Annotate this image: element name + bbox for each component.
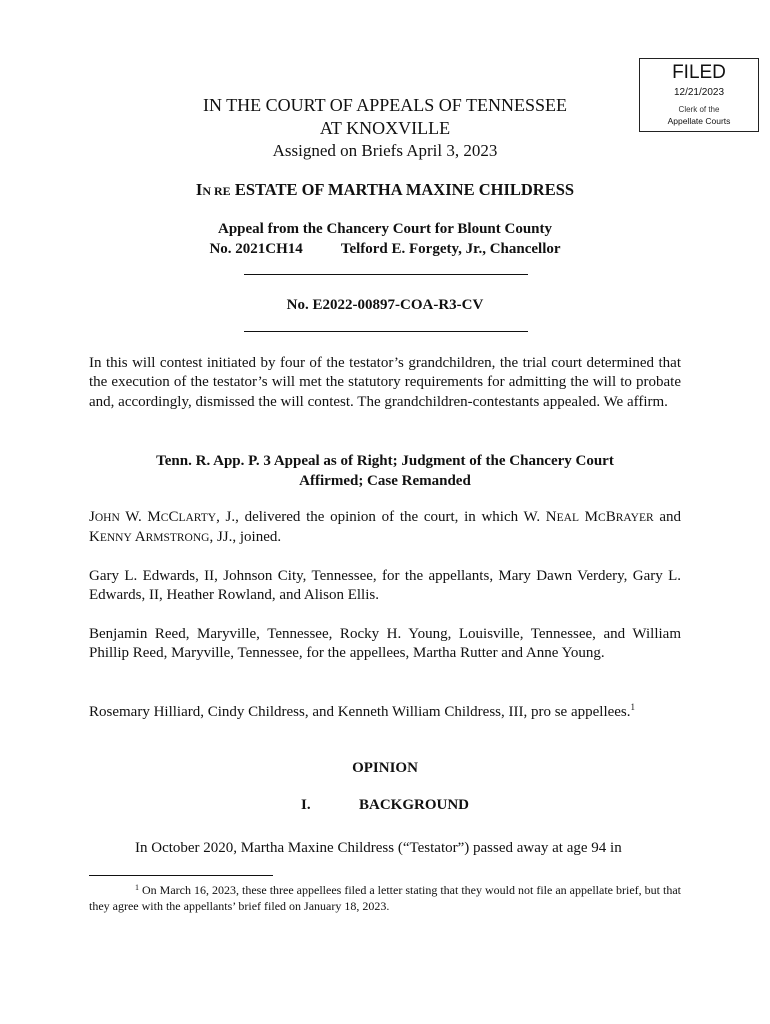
case-prefix-initial: I xyxy=(195,180,203,199)
judges-line: JOHN W. MCCLARTY, J., delivered the opinion of the court, in which W. NEAL MCBRAYER and KENNY ARMSTRONG, JJ., joined. xyxy=(89,509,681,546)
section-title: BACKGROUND xyxy=(358,797,469,813)
pro-se-appellees: Rosemary Hilliard, Cindy Childress, and Kenneth William Childress, III, pro se appellees.$^1$ xyxy=(89,702,636,720)
divider-bottom xyxy=(244,331,528,332)
section-number: I. xyxy=(300,797,311,813)
opinion-heading: OPINION xyxy=(352,760,418,776)
stamp-date: 12/21/2023 xyxy=(673,87,725,98)
assigned-date: Assigned on Briefs April 3, 2023 xyxy=(272,141,498,160)
footnote xyxy=(89,882,681,914)
court-location: AT KNOXVILLE xyxy=(319,118,451,138)
appeal-source: Appeal from the Chancery Court for Blount County xyxy=(217,221,553,237)
stamp-filed-label: FILED xyxy=(672,62,726,83)
holding xyxy=(0,451,770,491)
footnote-ref[interactable]: 1 xyxy=(630,702,636,712)
trial-info xyxy=(0,239,770,259)
divider-top xyxy=(244,274,528,275)
footnote-marker: 1 xyxy=(135,883,139,892)
holding-line-1: Tenn. R. App. P. 3 Appeal as of Right; Judgment of the Chancery Court xyxy=(156,453,614,469)
footnote-text: On March 16, 2023, these three appellees filed a letter stating that they would not file an appellate brief, but that they agree with the appellants’ brief filed on January 18, 2023. xyxy=(89,883,681,913)
case-summary: In this will contest initiated by four of the testator’s grandchildren, the trial court determined that the execution of the testator’s will met the statutory requirements for admitting the will to probate and, accordingly, dismissed the will contest. The grandchildren-contestants appealed. We affirm. xyxy=(89,355,681,410)
trial-number: No. 2021CH14 xyxy=(209,241,303,257)
stamp-clerk: Clerk of the xyxy=(678,105,720,114)
opinion-first-paragraph: In October 2020, Martha Maxine Childress (“Testator”) passed away at age 94 in xyxy=(135,840,622,856)
case-title-text: ESTATE OF MARTHA MAXINE CHILDRESS xyxy=(234,180,575,199)
holding-line-2: Affirmed; Case Remanded xyxy=(299,473,471,489)
case-prefix-rest: N RE xyxy=(202,184,231,198)
footnote-divider xyxy=(89,875,273,876)
counsel-appellants: Gary L. Edwards, II, Johnson City, Tennessee, for the appellants, Mary Dawn Verdery, Gary L. Edwards, II, Heather Rowland, and Alison Ellis. xyxy=(89,568,681,604)
section-heading xyxy=(0,797,770,814)
court-name: IN THE COURT OF APPEALS OF TENNESSEE xyxy=(203,95,567,115)
stamp-courts: Appellate Courts xyxy=(667,116,731,126)
trial-judge: Telford E. Forgety, Jr., Chancellor xyxy=(340,241,561,257)
case-title xyxy=(0,180,770,200)
counsel-appellees: Benjamin Reed, Maryville, Tennessee, Rocky H. Young, Louisville, Tennessee, and William Phillip Reed, Maryville, Tennessee, for the appellees, Martha Rutter and Anne Young. xyxy=(89,626,681,662)
docket-number: No. E2022-00897-COA-R3-CV xyxy=(286,297,484,313)
